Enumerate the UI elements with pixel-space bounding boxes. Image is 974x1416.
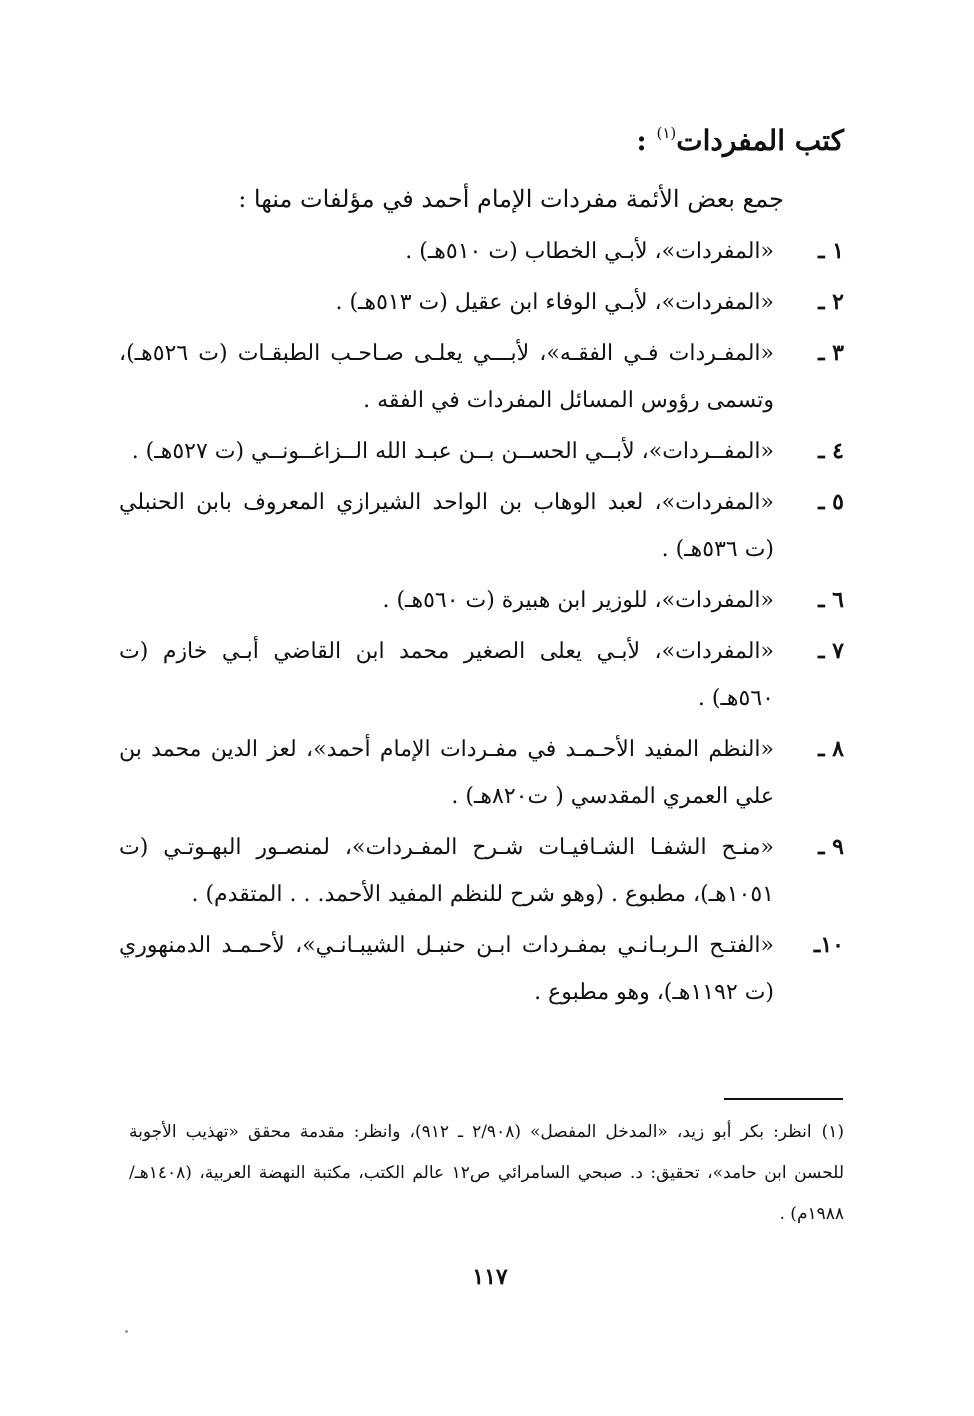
item-text: «المفـردات فـي الفقـه»، لأبـــي يعلـى صـاحـب الطبقـات (ت ٥٢٦هـ)، وتسمى رؤوس المسائل المفردات في الفقه . xyxy=(119,341,774,413)
item-number: ٩ ـ xyxy=(818,834,844,860)
item-text: «المفردات»، لأبـي الخطاب (ت ٥١٠هـ) . xyxy=(405,239,774,264)
books-list xyxy=(119,228,844,1020)
item-text: «المفردات»، لعبد الوهاب بن الواحد الشيرازي المعروف بابن الحنبلي (ت ٥٣٦هـ) . xyxy=(119,490,774,562)
list-item xyxy=(119,726,844,820)
list-item xyxy=(119,228,844,275)
item-number: ٢ ـ xyxy=(818,289,844,315)
footnote xyxy=(129,1112,844,1235)
item-number: ١ ـ xyxy=(818,238,844,264)
footnote-text: انظر: بكر أبو زيد، «المدخل المفصل» (٢/٩٠٨ ـ ٩١٢)، وانظر: مقدمة محقق «تهذيب الأجوبة للحسن ابن حامد»، تحقيق: د. صبحي السامرائي ص١٢ عالم الكتب، مكتبة النهضة العربية، (١٤٠٨هـ/ ١٩٨٨م) . xyxy=(129,1122,844,1224)
footnote-divider xyxy=(724,1098,843,1100)
list-item xyxy=(119,922,844,1016)
list-item xyxy=(119,279,844,326)
item-text: «النظم المفيد الأحـمـد في مفـردات الإمام أحمد»، لعز الدين محمد بن علي العمري المقدسي ( ت٨٢٠هـ) . xyxy=(119,737,774,809)
list-item xyxy=(119,479,844,573)
footnote-marker: (١) xyxy=(821,1122,845,1142)
item-text: «المفــردات»، لأبــي الحســن بــن عبـد الله الــزاغــونــي (ت ٥٢٧هـ) . xyxy=(131,439,774,464)
list-item xyxy=(119,577,844,624)
item-number: ٤ ـ xyxy=(818,438,844,464)
item-number: ١٠ـ xyxy=(813,932,844,958)
item-text: «منـح الشفـا الشـافيـات شـرح المفـردات»، لمنصـور البهـوتـي (ت ١٠٥١هـ)، مطبوع . (وهو شرح للنظم المفيد الأحمد. . . المتقدم) . xyxy=(119,835,774,907)
item-number: ٧ ـ xyxy=(818,638,844,664)
heading-colon: : xyxy=(636,124,647,157)
item-text: «الفتـح الـربـانـي بمفـردات ابـن حنبـل الشيبـانـي»، لأحـمـد الدمنهوري (ت ١١٩٢هـ)، وهو مطبوع . xyxy=(119,933,774,1005)
item-text: «المفردات»، للوزير ابن هبيرة (ت ٥٦٠هـ) . xyxy=(382,588,774,613)
item-number: ٨ ـ xyxy=(818,736,844,762)
list-item xyxy=(119,824,844,918)
list-item xyxy=(119,428,844,475)
item-number: ٣ ـ xyxy=(818,340,844,366)
section-heading xyxy=(636,124,844,157)
item-number: ٦ ـ xyxy=(818,587,844,613)
scan-speck xyxy=(125,1330,128,1333)
intro-paragraph: جمع بعض الأئمة مفردات الإمام أحمد في مؤلفات منها : xyxy=(238,185,784,213)
list-item xyxy=(119,628,844,722)
list-item xyxy=(119,330,844,424)
page-number: ١١٧ xyxy=(472,1264,508,1290)
item-text: «المفردات»، لأبـي الوفاء ابن عقيل (ت ٥١٣هـ) . xyxy=(335,290,774,315)
item-text: «المفردات»، لأبـي يعلى الصغير محمد ابن القاضي أبـي خازم (ت ٥٦٠هـ) . xyxy=(119,639,774,711)
heading-footnote-ref[interactable]: (١) xyxy=(656,124,677,142)
item-number: ٥ ـ xyxy=(818,489,844,515)
heading-text: كتب المفردات xyxy=(676,124,844,157)
